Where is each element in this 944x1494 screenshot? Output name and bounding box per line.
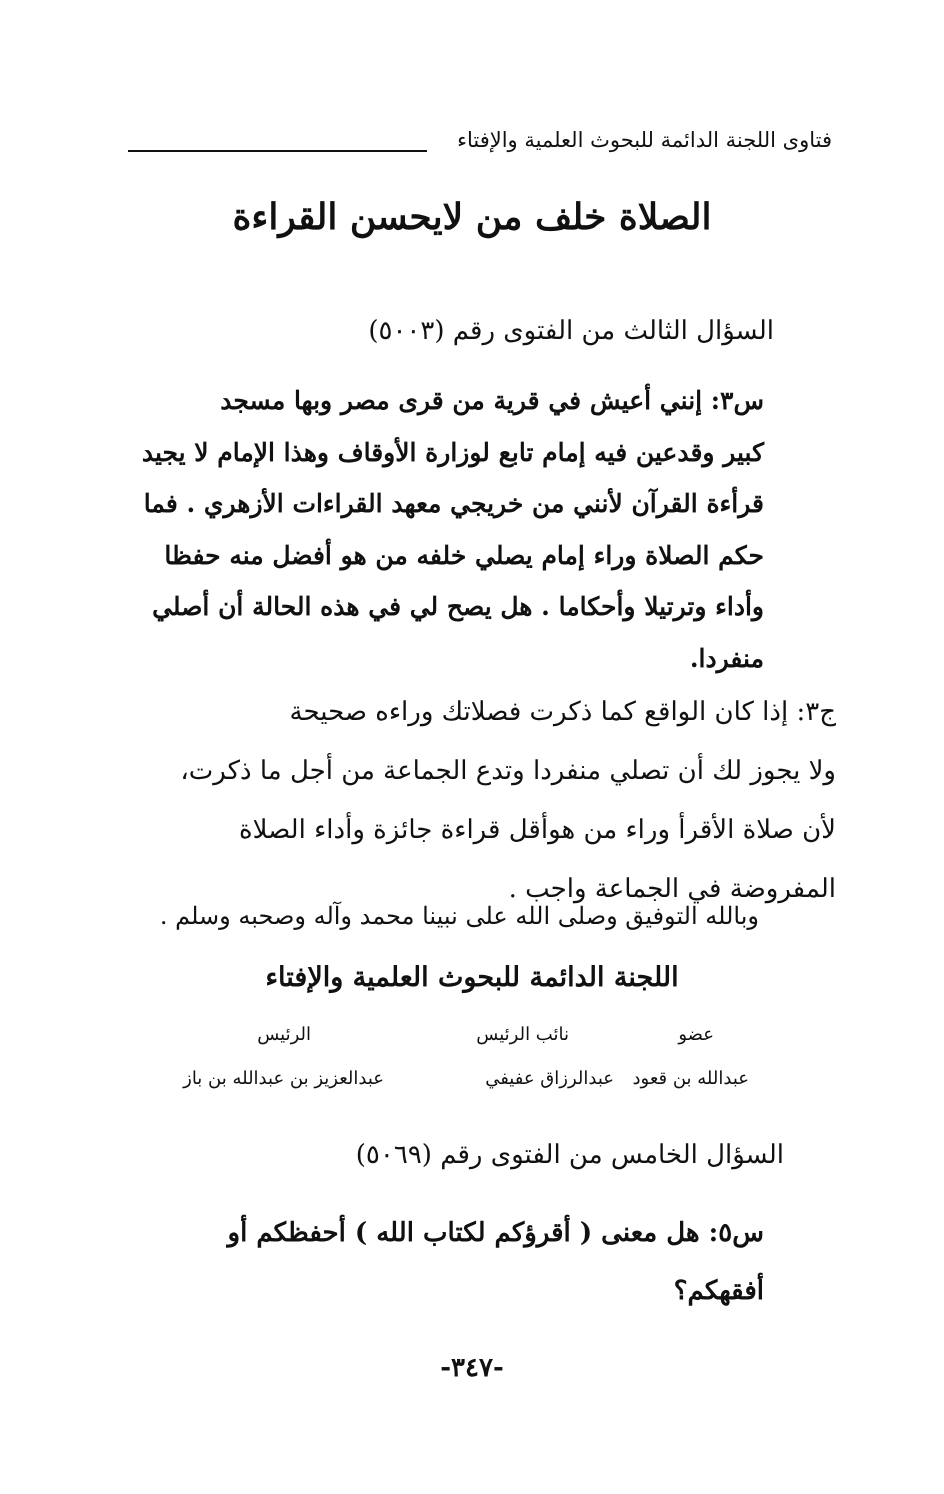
signatory-role: نائب الرئيس <box>476 1024 569 1045</box>
question-line: حكم الصلاة وراء إمام يصلي خلفه من هو أفضل منه حفظا <box>164 540 764 570</box>
answer-line: المفروضة في الجماعة واجب . <box>508 874 836 904</box>
fatwa-1-question <box>126 375 764 684</box>
answer-line: لأن صلاة الأقرأ وراء من هوأقل قراءة جائزة وأداء الصلاة <box>238 815 836 845</box>
question-line: قرأءة القرآن لأنني من خريجي معهد القراءات الأزهري . فما <box>143 489 764 518</box>
section-title: الصلاة خلف من لايحسن القراءة <box>232 196 712 238</box>
signatory-role: الرئيس <box>257 1024 311 1045</box>
running-header <box>128 128 832 168</box>
question-line: س٣: إنني أعيش في قرية من قرى مصر وبها مسجد <box>220 386 764 415</box>
closing-formula: وبالله التوفيق وصلى الله على نبينا محمد وآله وصحبه وسلم . <box>159 902 759 930</box>
signatory-role: عضو <box>678 1024 714 1045</box>
answer-line: ولا يجوز لك أن تصلي منفردا وتدع الجماعة من أجل ما ذكرت، <box>180 756 836 786</box>
page-number: -٣٤٧- <box>440 1353 504 1383</box>
question-line: أفقهكم؟ <box>673 1276 764 1306</box>
fatwa-1-label: السؤال الثالث من الفتوى رقم (٥٠٠٣) <box>368 316 774 346</box>
question-line: س٥: هل معنى ( أقرؤكم لكتاب الله ) أحفظكم أو <box>227 1218 764 1248</box>
signatory-name: عبدالرزاق عفيفي <box>485 1068 614 1089</box>
header-rule <box>128 150 427 152</box>
question-line: منفردا. <box>689 643 764 673</box>
question-line: كبير وقدعين فيه إمام تابع لوزارة الأوقاف وهذا الإمام لا يجيد <box>141 437 764 467</box>
fatwa-2-question <box>133 1204 764 1320</box>
committee-name: اللجنة الدائمة للبحوث العلمية والإفتاء <box>265 962 679 993</box>
answer-line: ج٣: إذا كان الواقع كما ذكرت فصلاتك وراءه صحيحة <box>289 697 836 727</box>
fatwa-2-label: السؤال الخامس من الفتوى رقم (٥٠٦٩) <box>355 1140 784 1170</box>
question-line: وأداء وترتيلا وأحكاما . هل يصح لي في هذه الحالة أن أصلي <box>152 592 764 621</box>
fatwa-1-answer <box>106 683 836 919</box>
running-header-title: فتاوى اللجنة الدائمة للبحوث العلمية والإفتاء <box>457 128 832 152</box>
signatory-name: عبدالعزيز بن عبدالله بن باز <box>183 1068 384 1089</box>
signatory-name: عبدالله بن قعود <box>632 1068 749 1089</box>
